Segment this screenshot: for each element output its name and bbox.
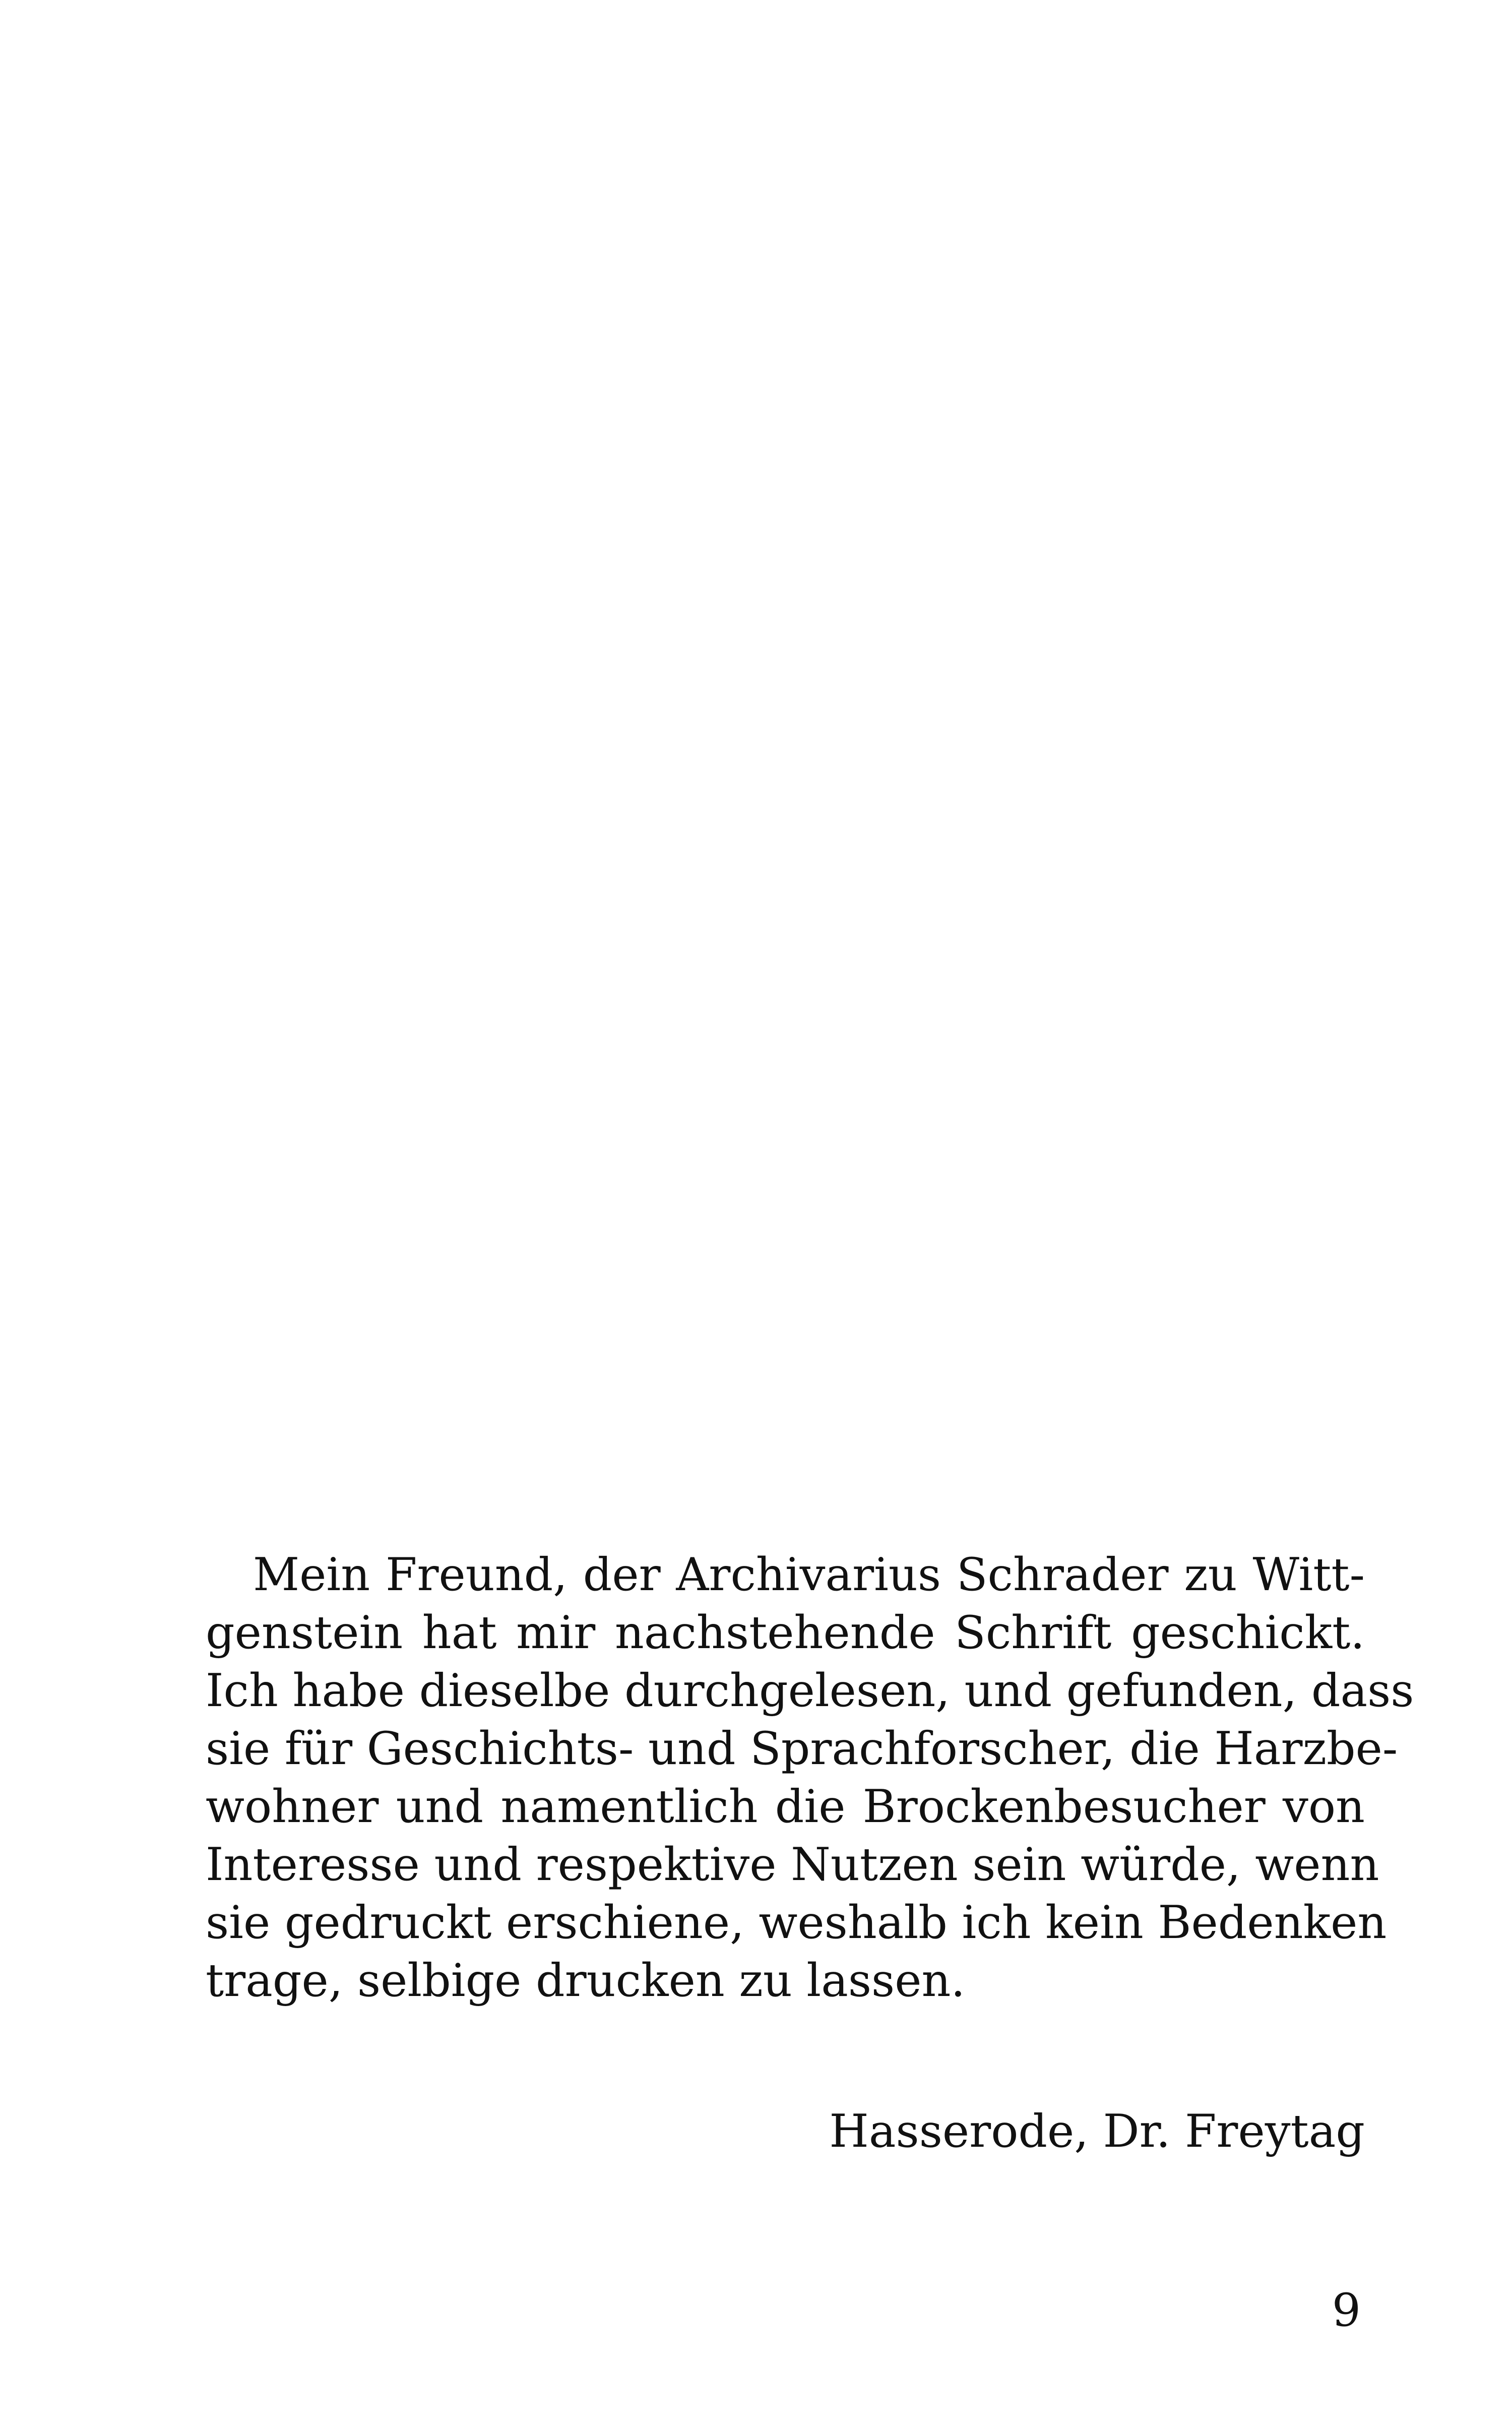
paragraph-line: trage, selbige drucken zu lassen. xyxy=(206,1954,966,2007)
paragraph-line: genstein hat mir nachstehende Schrift geschickt. xyxy=(206,1606,1365,1659)
signature: Hasserode, Dr. Freytag xyxy=(829,2105,1365,2158)
paragraph-line: Mein Freund, der Archivarius Schrader zu Witt- xyxy=(253,1548,1365,1601)
page-number: 9 xyxy=(1332,2284,1361,2337)
paragraph-line: Ich habe dieselbe durchgelesen, und gefunden, dass xyxy=(206,1664,1414,1717)
paragraph-line: wohner und namentlich die Brockenbesucher von xyxy=(206,1780,1365,1833)
paragraph-line: sie für Geschichts- und Sprachforscher, die Harzbe- xyxy=(206,1722,1398,1775)
body-paragraph xyxy=(206,1546,1414,2010)
paragraph-line: Interesse und respektive Nutzen sein würde, wenn xyxy=(206,1838,1379,1891)
paragraph-line: sie gedruckt erschiene, weshalb ich kein Bedenken xyxy=(206,1896,1387,1949)
